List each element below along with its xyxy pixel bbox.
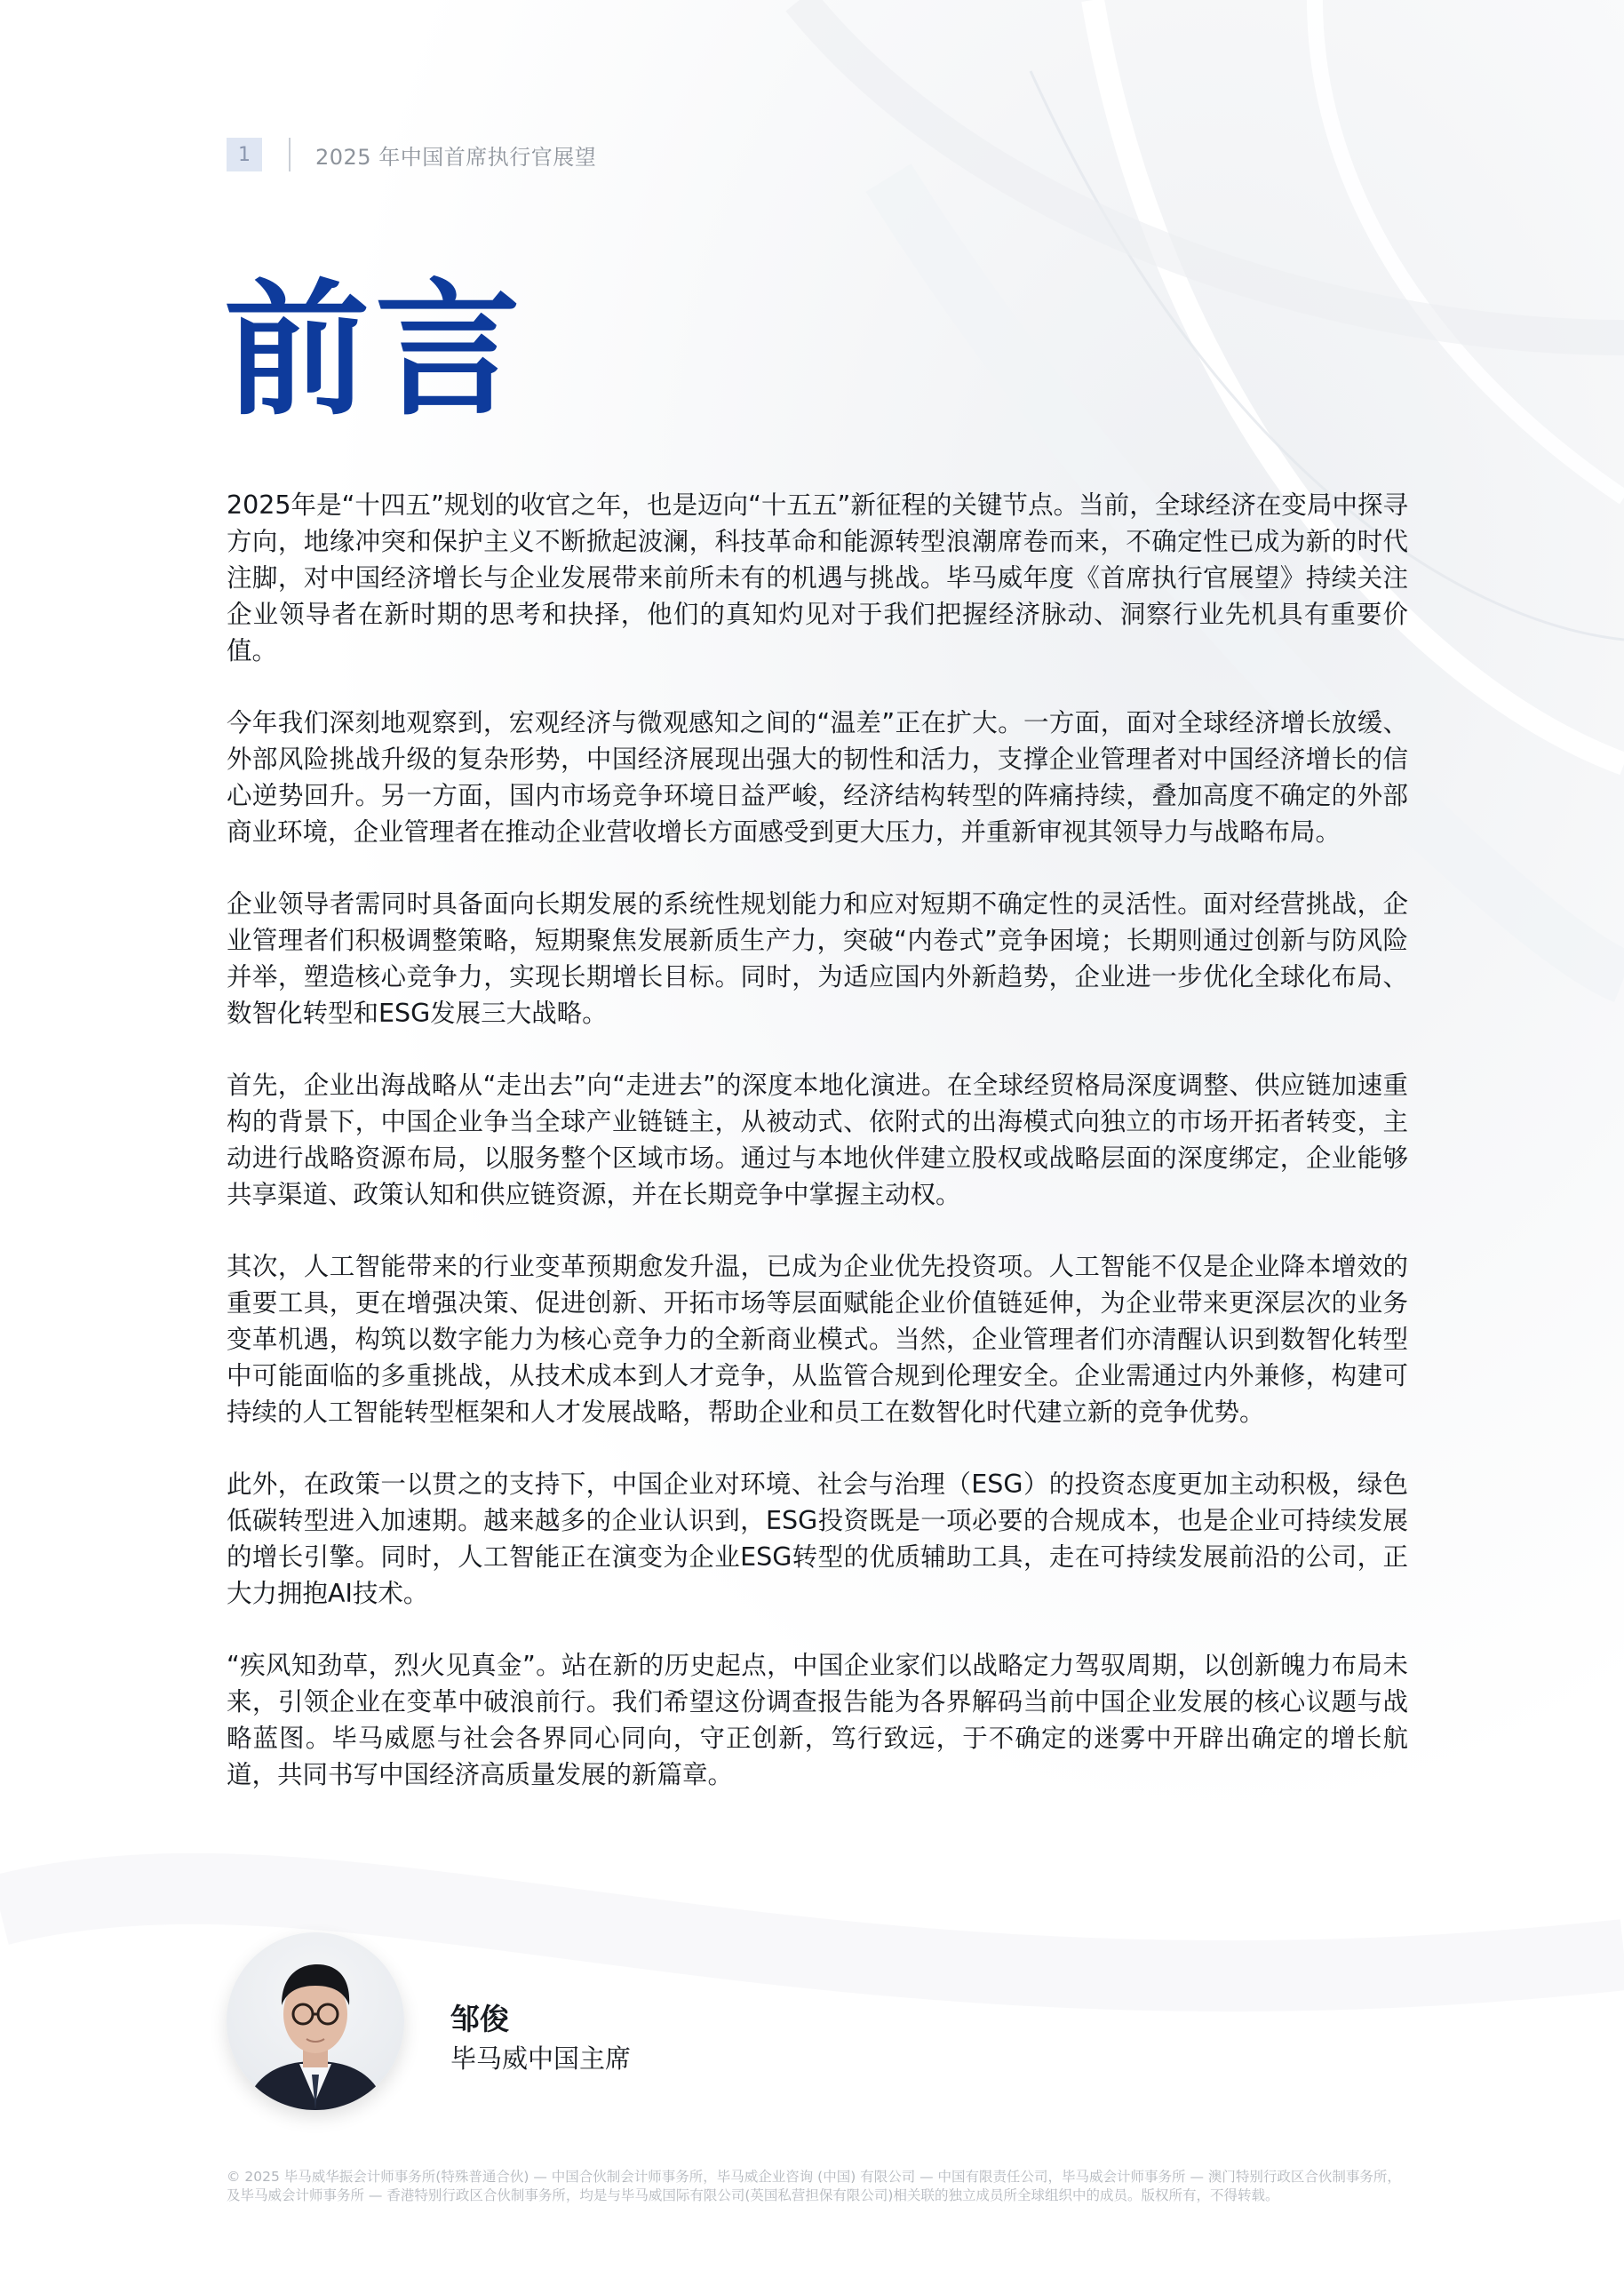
report-title: 2025 年中国首席执行官展望: [315, 144, 597, 170]
avatar: [227, 1932, 404, 2110]
copyright-footer: © 2025 毕马威华振会计师事务所(特殊普通合伙) — 中国合伙制会计师事务所，毕马威企业咨询 (中国) 有限公司 — 中国有限责任公司，毕马威会计师事务所 — 澳门特别行政区合伙制事务所，及毕马威会计师事务所 — 香港特别行政区合伙制事务所，均是与毕马威国际有限公司(英国私营担保有限公司)相关联的独立成员所全球组织中的成员。版权所有，不得转载。: [227, 2169, 1401, 2203]
paragraph: 企业领导者需同时具备面向长期发展的系统性规划能力和应对短期不确定性的灵活性。面对经营挑战，企业管理者们积极调整策略，短期聚焦发展新质生产力，突破“内卷式”竞争困境；长期则通过创新与防风险并举，塑造核心竞争力，实现长期增长目标。同时，为适应国内外新趋势，企业进一步优化全球化布局、数智化转型和ESG发展三大战略。: [227, 889, 1408, 1028]
signer-name: 邹俊: [450, 2002, 509, 2036]
page-number-badge: 1: [227, 138, 262, 171]
paragraph: “疾风知劲草，烈火见真金”。站在新的历史起点，中国企业家们以战略定力驾驭周期，以创新魄力布局未来，引领企业在变革中破浪前行。我们希望这份调查报告能为各界解码当前中国企业发展的核心议题与战略蓝图。毕马威愿与社会各界同心同向，守正创新，笃行致远，于不确定的迷雾中开辟出确定的增长航道，共同书写中国经济高质量发展的新篇章。: [227, 1651, 1408, 1789]
signature-block: [227, 1932, 760, 2110]
paragraph: 今年我们深刻地观察到，宏观经济与微观感知之间的“温差”正在扩大。一方面，面对全球经济增长放缓、外部风险挑战升级的复杂形势，中国经济展现出强大的韧性和活力，支撑企业管理者对中国经济增长的信心逆势回升。另一方面，国内市场竞争环境日益严峻，经济结构转型的阵痛持续，叠加高度不确定的外部商业环境，企业管理者在推动企业营收增长方面感受到更大压力，并重新审视其领导力与战略布局。: [227, 708, 1408, 847]
paragraph: 其次，人工智能带来的行业变革预期愈发升温，已成为企业优先投资项。人工智能不仅是企业降本增效的重要工具，更在增强决策、促进创新、开拓市场等层面赋能企业价值链延伸，为企业带来更深层次的业务变革机遇，构筑以数字能力为核心竞争力的全新商业模式。当然，企业管理者们亦清醒认识到数智化转型中可能面临的多重挑战，从技术成本到人才竞争，从监管合规到伦理安全。企业需通过内外兼修，构建可持续的人工智能转型框架和人才发展战略，帮助企业和员工在数智化时代建立新的竞争优势。: [227, 1252, 1408, 1427]
paragraph: 首先，企业出海战略从“走出去”向“走进去”的深度本地化演进。在全球经贸格局深度调整、供应链加速重构的背景下，中国企业争当全球产业链链主，从被动式、依附式的出海模式向独立的市场开拓者转变，主动进行战略资源布局，以服务整个区域市场。通过与本地伙伴建立股权或战略层面的深度绑定，企业能够共享渠道、政策认知和供应链资源，并在长期竞争中掌握主动权。: [227, 1071, 1408, 1209]
header-divider: [289, 138, 291, 171]
foreword-body: [227, 487, 1408, 1828]
portrait-icon: [227, 1932, 404, 2110]
page-header: [227, 137, 596, 172]
signer-title: 毕马威中国主席: [450, 2043, 632, 2074]
page-title: 前言: [224, 266, 527, 435]
paragraph: 此外，在政策一以贯之的支持下，中国企业对环境、社会与治理（ESG）的投资态度更加主动积极，绿色低碳转型进入加速期。越来越多的企业认识到，ESG投资既是一项必要的合规成本，也是企业可持续发展的增长引擎。同时，人工智能正在演变为企业ESG转型的优质辅助工具，走在可持续发展前沿的公司，正大力拥抱AI技术。: [227, 1470, 1408, 1608]
paragraph: 2025年是“十四五”规划的收官之年，也是迈向“十五五”新征程的关键节点。当前，全球经济在变局中探寻方向，地缘冲突和保护主义不断掀起波澜，科技革命和能源转型浪潮席卷而来，不确定性已成为新的时代注脚，对中国经济增长与企业发展带来前所未有的机遇与挑战。毕马威年度《首席执行官展望》持续关注企业领导者在新时期的思考和抉择，他们的真知灼见对于我们把握经济脉动、洞察行业先机具有重要价值。: [227, 490, 1408, 665]
